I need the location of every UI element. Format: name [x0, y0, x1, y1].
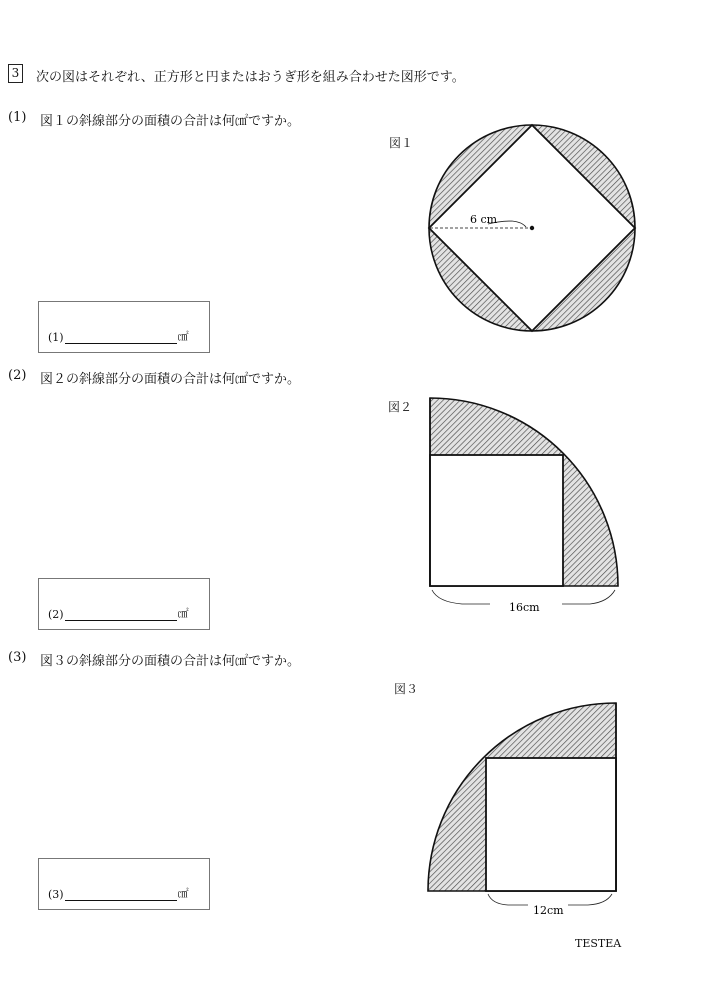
figure-2-label: 図２ — [388, 400, 413, 414]
figure-3 — [428, 703, 616, 917]
fig2-dimension: 16cm — [509, 601, 540, 614]
fig3-dim-left — [488, 894, 528, 905]
answer-1-unit: ㎠ — [177, 330, 189, 343]
question-1-label: (1) — [8, 110, 27, 125]
figure-2 — [430, 398, 618, 614]
fig3-dim-right — [568, 894, 612, 905]
question-3-text: 図３の斜線部分の面積の合計は何㎠ですか。 — [40, 654, 301, 669]
brand-logo: TESTEA — [575, 937, 622, 950]
fig3-dimension: 12cm — [533, 904, 564, 917]
question-2-label: (2) — [8, 368, 27, 383]
answer-2-label: (2) — [48, 608, 64, 621]
fig3-square — [486, 758, 616, 891]
figure-1 — [429, 125, 635, 331]
question-2-text: 図２の斜線部分の面積の合計は何㎠ですか。 — [40, 372, 301, 387]
problem-number: 3 — [8, 64, 23, 83]
answer-3-label: (3) — [48, 888, 64, 901]
figure-3-label: 図３ — [394, 682, 419, 696]
answer-1-label: (1) — [48, 331, 64, 344]
figure-1-label: 図１ — [389, 136, 414, 150]
fig1-center-dot — [530, 226, 534, 230]
fig1-dimension: 6 cm — [470, 213, 498, 226]
fig2-dim-left — [432, 590, 490, 604]
problem-instruction: 次の図はそれぞれ、正方形と円またはおうぎ形を組み合わせた図形です。 — [36, 70, 465, 85]
answer-3-unit: ㎠ — [177, 887, 189, 900]
question-3-label: (3) — [8, 650, 27, 665]
fig2-dim-right — [562, 590, 615, 604]
fig2-square — [430, 455, 563, 586]
question-1-text: 図１の斜線部分の面積の合計は何㎠ですか。 — [40, 114, 301, 129]
answer-2-unit: ㎠ — [177, 607, 189, 620]
